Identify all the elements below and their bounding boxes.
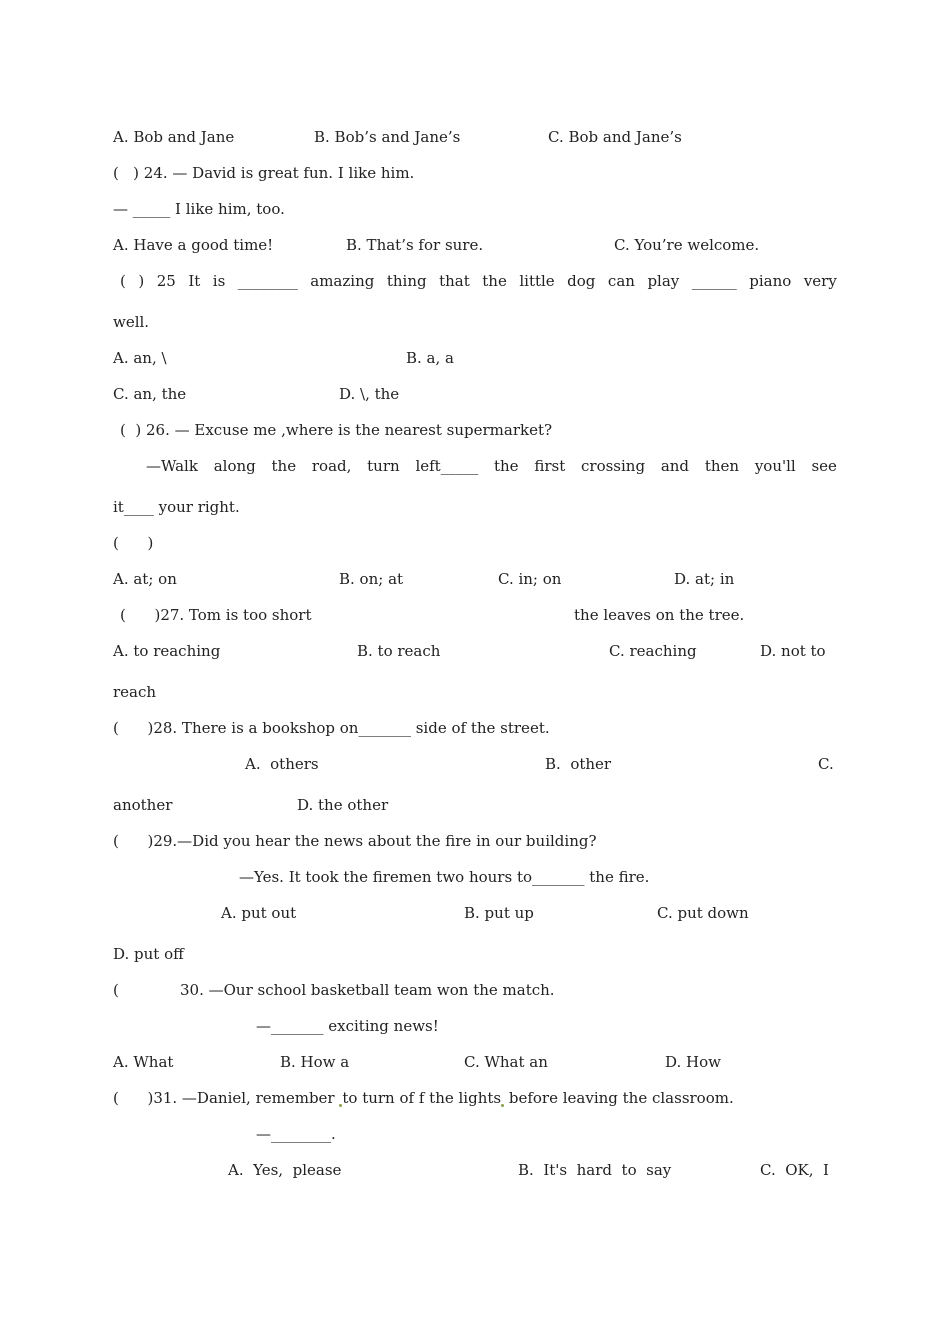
q29-option-c: C. put down [657,904,749,922]
word: and [660,457,690,475]
q29-stem: ( )29.—Did you hear the news about the fire in our building? [113,832,597,850]
q28-option-c-label: C. [818,755,834,773]
q26-option-b: B. on; at [339,570,404,588]
q29-option-b: B. put up [464,904,534,922]
q28-stem: ( )28. There is a bookshop on_______ side of the street. [113,719,550,737]
word: can [607,272,635,290]
word: that [439,272,470,290]
q25-option-a: A. an, \ [113,349,167,367]
q24-stem: ( ) 24. — David is great fun. I like him. [113,164,415,182]
word: ______ [691,272,737,290]
q25-option-c: C. an, the [113,385,187,403]
word: play [647,272,680,290]
q24-option-b: B. That’s for sure. [346,236,484,254]
word: ) [138,272,145,290]
word: very [803,272,837,290]
q28-option-c: another [113,796,173,814]
q29-option-a: A. put out [221,904,297,922]
q31-stem-part3: before leaving the classroom. [504,1089,734,1107]
q27-option-a: A. to reaching [113,642,221,660]
word: turn [367,457,400,475]
q27-option-d: D. not to [760,642,826,660]
word: dog [567,272,596,290]
q27-stem: ( )27. Tom is too short [120,606,312,624]
q29-reply: —Yes. It took the firemen two hours to_______ the fire. [239,868,650,886]
q25-stem [120,271,837,291]
q25-option-b: B. a, a [406,349,454,367]
q31-stem-part2: to turn of f the lights [342,1089,502,1107]
word: thing [386,272,427,290]
word: you'll [754,457,796,475]
word: amazing [310,272,375,290]
q27-stem-end: the leaves on the tree. [574,606,745,624]
word: along [213,457,256,475]
q26-answer-bracket: ( ) [113,534,154,552]
q25-stem-cont: well. [113,313,150,331]
word: then [704,457,740,475]
word: —Walk [146,457,198,475]
word: left_____ [415,457,479,475]
q30-option-d: D. How [665,1053,721,1071]
q26-option-a: A. at; on [113,570,177,588]
q26-option-c: C. in; on [498,570,562,588]
word: crossing [581,457,646,475]
word: the [271,457,297,475]
q31-option-b: B. It's hard to say [518,1161,672,1179]
q23-option-b: B. Bob’s and Jane’s [314,128,461,146]
q27-option-b: B. to reach [357,642,441,660]
q28-option-a: A. others [245,755,319,773]
word: little [519,272,555,290]
q30-bracket: ( [113,981,119,999]
q30-reply: —_______ exciting news! [256,1017,439,1035]
q27-option-d-cont: reach [113,683,157,701]
word: the [493,457,519,475]
q26-reply [146,456,837,476]
word: is [212,272,226,290]
q28-option-b: B. other [545,755,612,773]
q30-option-c: C. What an [464,1053,548,1071]
q24-reply: — _____ I like him, too. [113,200,285,218]
q26-stem: ( ) 26. — Excuse me ,where is the nearest supermarket? [120,421,553,439]
q31-reply: —________. [256,1125,336,1143]
q31-option-a: A. Yes, please [228,1161,342,1179]
q26-reply-cont: it____ your right. [113,498,240,516]
q27-option-c: C. reaching [609,642,697,660]
q23-option-c: C. Bob and Jane’s [548,128,682,146]
word: see [811,457,837,475]
q31-option-c: C. OK, I [760,1161,829,1179]
q31-stem-part1: ( )31. —Daniel, remember [113,1089,340,1107]
word: ( [120,272,126,290]
q30-stem: 30. —Our school basketball team won the match. [180,981,555,999]
word: road, [311,457,352,475]
word: 25 [156,272,176,290]
q24-option-c: C. You’re welcome. [614,236,760,254]
q25-option-d: D. \, the [339,385,400,403]
q26-option-d: D. at; in [674,570,735,588]
q23-option-a: A. Bob and Jane [113,128,235,146]
word: ________ [237,272,298,290]
q28-option-d: D. the other [297,796,389,814]
word: It [188,272,201,290]
word: the [482,272,507,290]
q29-option-d: D. put off [113,945,184,963]
q30-option-b: B. How a [280,1053,350,1071]
q31-stem [113,1088,734,1108]
word: first [534,457,566,475]
word: piano [749,272,792,290]
q30-option-a: A. What [113,1053,174,1071]
q24-option-a: A. Have a good time! [113,236,274,254]
